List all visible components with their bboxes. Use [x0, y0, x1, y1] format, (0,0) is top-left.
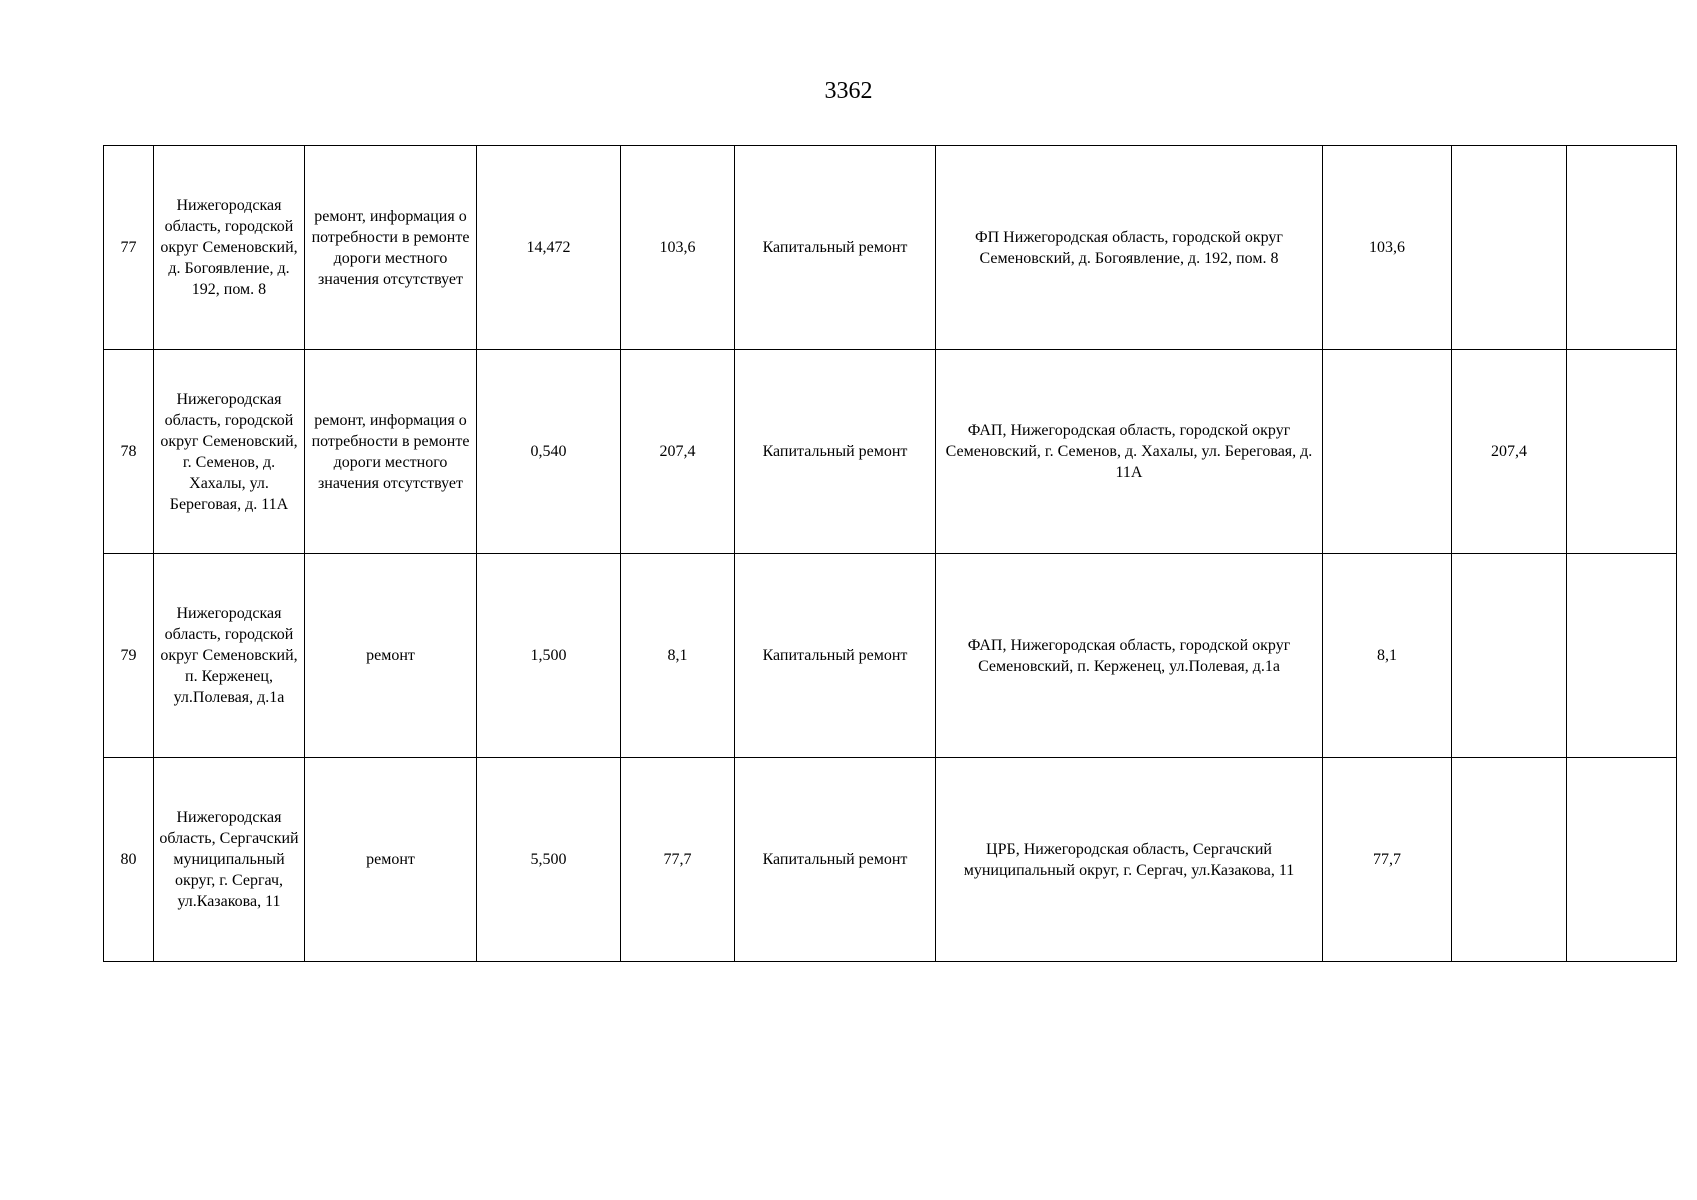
row-number-cell: 77: [104, 146, 154, 350]
road-need-cell: ремонт: [305, 758, 477, 962]
location-cell: Нижегородская область, городской округ Семеновский, д. Богоявление, д. 192, пом. 8: [154, 146, 305, 350]
cost-cell: 103,6: [621, 146, 735, 350]
column-8-cell: 77,7: [1323, 758, 1452, 962]
column-10-cell: [1567, 554, 1677, 758]
facility-cell: ФАП, Нижегородская область, городской округ Семеновский, г. Семенов, д. Хахалы, ул. Береговая, д. 11А: [936, 350, 1323, 554]
location-cell: Нижегородская область, городской округ Семеновский, г. Семенов, д. Хахалы, ул. Береговая, д. 11А: [154, 350, 305, 554]
column-9-cell: [1452, 554, 1567, 758]
work-type-cell: Капитальный ремонт: [735, 146, 936, 350]
road-length-cell: 1,500: [477, 554, 621, 758]
column-8-cell: 103,6: [1323, 146, 1452, 350]
column-10-cell: [1567, 758, 1677, 962]
table-row: [104, 146, 1677, 350]
location-cell: Нижегородская область, Сергачский муниципальный округ, г. Сергач, ул.Казакова, 11: [154, 758, 305, 962]
table-row: [104, 554, 1677, 758]
column-10-cell: [1567, 350, 1677, 554]
column-8-cell: 8,1: [1323, 554, 1452, 758]
facility-cell: ЦРБ, Нижегородская область, Сергачский муниципальный округ, г. Сергач, ул.Казакова, 11: [936, 758, 1323, 962]
location-cell: Нижегородская область, городской округ Семеновский, п. Керженец, ул.Полевая, д.1а: [154, 554, 305, 758]
road-need-cell: ремонт, информация о потребности в ремонте дороги местного значения отсутствует: [305, 350, 477, 554]
facility-cell: ФАП, Нижегородская область, городской округ Семеновский, п. Керженец, ул.Полевая, д.1а: [936, 554, 1323, 758]
table-row: [104, 758, 1677, 962]
work-type-cell: Капитальный ремонт: [735, 554, 936, 758]
column-8-cell: [1323, 350, 1452, 554]
row-number-cell: 78: [104, 350, 154, 554]
page-number: 3362: [824, 78, 873, 104]
work-type-cell: Капитальный ремонт: [735, 758, 936, 962]
road-length-cell: 14,472: [477, 146, 621, 350]
table-row: [104, 350, 1677, 554]
column-9-cell: [1452, 758, 1567, 962]
column-9-cell: 207,4: [1452, 350, 1567, 554]
road-length-cell: 5,500: [477, 758, 621, 962]
road-need-cell: ремонт: [305, 554, 477, 758]
facility-cell: ФП Нижегородская область, городской округ Семеновский, д. Богоявление, д. 192, пом. 8: [936, 146, 1323, 350]
cost-cell: 207,4: [621, 350, 735, 554]
column-10-cell: [1567, 146, 1677, 350]
work-type-cell: Капитальный ремонт: [735, 350, 936, 554]
road-need-cell: ремонт, информация о потребности в ремонте дороги местного значения отсутствует: [305, 146, 477, 350]
data-table: [103, 145, 1677, 962]
cost-cell: 77,7: [621, 758, 735, 962]
cost-cell: 8,1: [621, 554, 735, 758]
column-9-cell: [1452, 146, 1567, 350]
row-number-cell: 79: [104, 554, 154, 758]
row-number-cell: 80: [104, 758, 154, 962]
road-length-cell: 0,540: [477, 350, 621, 554]
